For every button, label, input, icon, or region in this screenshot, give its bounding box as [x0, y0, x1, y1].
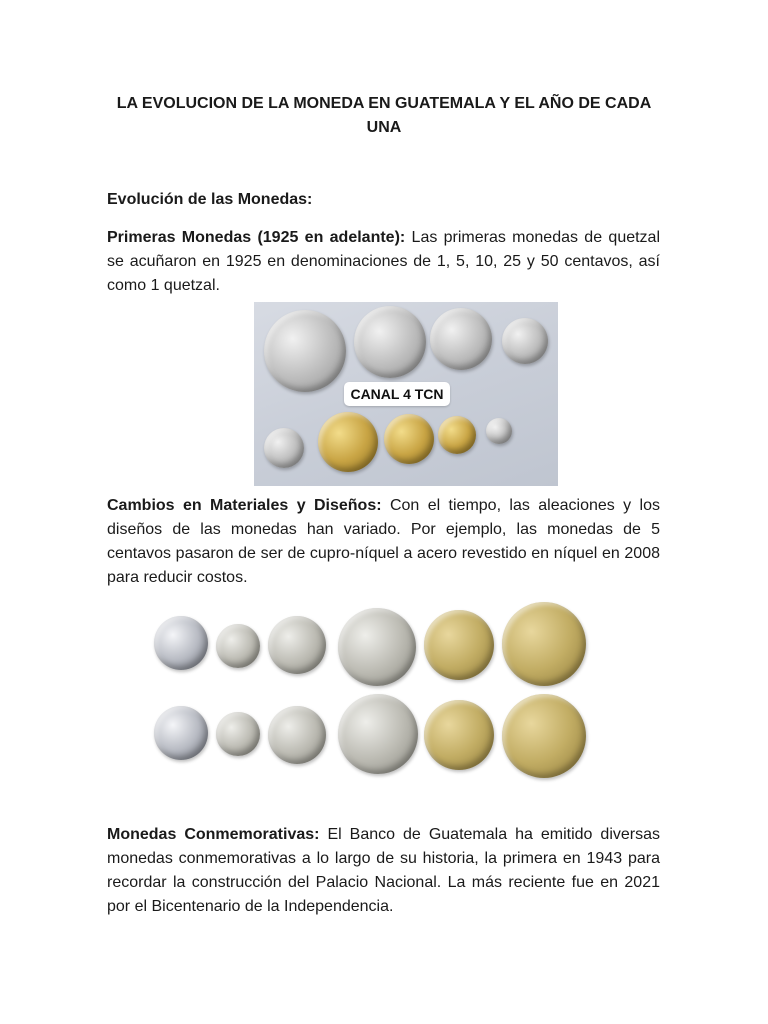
- coin-obverse-1-centavo: [216, 624, 260, 668]
- coin-10-centavos: [502, 318, 548, 364]
- coin-brass-large: [318, 412, 378, 472]
- coin-reverse-1-centavo: [216, 712, 260, 756]
- coin-obverse-25-centavos: [338, 608, 416, 686]
- coin-obverse-5-centavos: [154, 616, 208, 670]
- paragraph-lead: Primeras Monedas (1925 en adelante):: [107, 229, 406, 246]
- coin-brass-small: [438, 416, 476, 454]
- coin-reverse-5-centavos: [154, 706, 208, 760]
- coin-obverse-50-centavos: [424, 610, 494, 680]
- paragraph-text: Con el tiempo, las aleaciones y los diseños de las monedas han variado. Por ejemplo, las monedas de 5 centavos pasaron de ser de cupro-níquel a acero revestido en níquel en 2008 para reducir costos.: [107, 497, 661, 586]
- coin-reverse-10-centavos: [268, 706, 326, 764]
- coin-obverse-1-quetzal: [502, 602, 586, 686]
- paragraph-text: Las primeras monedas de quetzal se acuñaron en 1925 en denominaciones de 1, 5, 10, 25 y 50 centavos, así como 1 quetzal.: [107, 229, 661, 294]
- coin-reverse-25-centavos: [338, 694, 418, 774]
- coin-reverse-50-centavos: [424, 700, 494, 770]
- paragraph-conmemorativas: [107, 823, 660, 919]
- coin-obverse-10-centavos: [268, 616, 326, 674]
- coins-photo-modern: [146, 598, 594, 784]
- paragraph-cambios: [107, 494, 660, 590]
- section-heading: Evolución de las Monedas:: [107, 191, 313, 208]
- watermark-label: CANAL 4 TCN: [344, 382, 450, 406]
- coin-25-centavos: [430, 308, 492, 370]
- coin-5-centavos-silver: [264, 428, 304, 468]
- paragraph-lead: Cambios en Materiales y Diseños:: [107, 497, 382, 514]
- coin-reverse-1-quetzal: [502, 694, 586, 778]
- coins-photo-1925: [254, 302, 558, 486]
- coin-1-quetzal: [264, 310, 346, 392]
- coin-brass-medium: [384, 414, 434, 464]
- paragraph-lead: Monedas Conmemorativas:: [107, 826, 320, 843]
- paragraph-text: El Banco de Guatemala ha emitido diversas monedas conmemorativas a lo largo de su historia, la primera en 1943 para recordar la construcción del Palacio Nacional. La más reciente fue en 2021 por el Bicentenario de la Independencia.: [107, 826, 660, 915]
- coin-1-centavo: [486, 418, 512, 444]
- coin-50-centavos: [354, 306, 426, 378]
- page-title: LA EVOLUCION DE LA MONEDA EN GUATEMALA Y EL AÑO DE CADA UNA: [116, 95, 652, 136]
- paragraph-primeras-monedas: [107, 226, 660, 298]
